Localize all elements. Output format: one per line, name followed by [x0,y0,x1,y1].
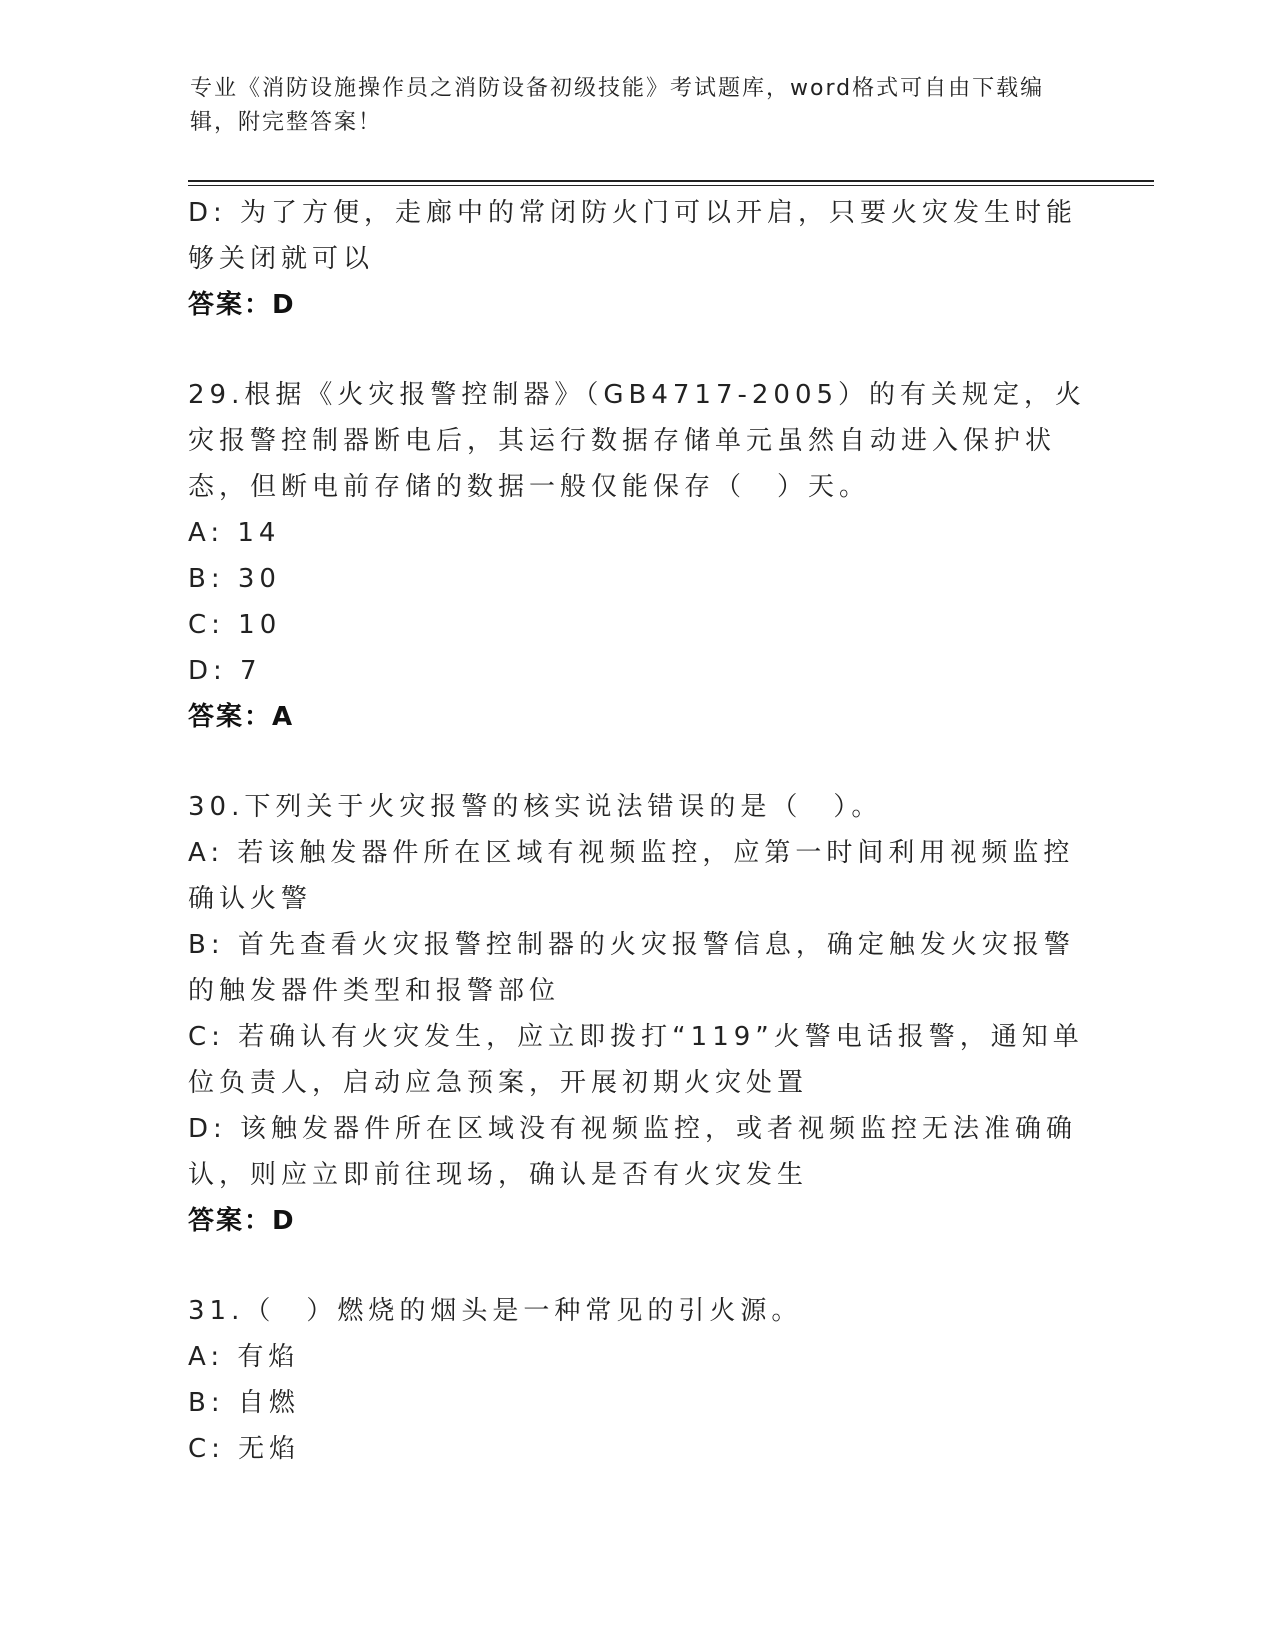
option-b: B: 自燃 [188,1388,300,1418]
question-31 [188,1288,1088,1472]
question-30 [188,784,1088,1244]
question-stem: 29.根据《火灾报警控制器》（GB4717-2005）的有关规定，火灾报警控制器断电后，其运行数据存储单元虽然自动进入保护状态，但断电前存储的数据一般仅能保存（ ）天。 [188,380,1087,502]
option-d: D: 该触发器件所在区域没有视频监控，或者视频监控无法准确确认，则应立即前往现场，确认是否有火灾发生 [188,1114,1078,1190]
answer-label: 答案：A [188,702,295,732]
question-stem: 31.（ ）燃烧的烟头是一种常见的引火源。 [188,1296,803,1326]
option-c: C: 10 [188,610,282,640]
header-divider-thick [188,180,1154,182]
question-29 [188,372,1088,740]
option-b: B: 首先查看火灾报警控制器的火灾报警信息，确定触发火灾报警的触发器件类型和报警部位 [188,930,1075,1006]
option-a: A: 14 [188,518,281,548]
question-stem: 30.下列关于火灾报警的核实说法错误的是（ ）。 [188,792,883,822]
option-b: B: 30 [188,564,281,594]
document-body [188,190,1088,1472]
previous-question-tail [188,190,1088,328]
option-c: C: 无焰 [188,1434,301,1464]
option-d: D: 7 [188,656,262,686]
option-d: D: 为了方便，走廊中的常闭防火门可以开启，只要火灾发生时能够关闭就可以 [188,198,1078,274]
option-a: A: 若该触发器件所在区域有视频监控，应第一时间利用视频监控确认火警 [188,838,1075,914]
answer-label: 答案：D [188,1206,296,1236]
page-header: 专业《消防设施操作员之消防设备初级技能》考试题库，word格式可自由下载编辑，附完整答案！ [190,76,1045,135]
header-divider-thin [188,185,1154,186]
answer-label: 答案：D [188,290,296,320]
option-c: C: 若确认有火灾发生，应立即拨打“119”火警电话报警，通知单位负责人，启动应急预案，开展初期火灾处置 [188,1022,1084,1098]
option-a: A: 有焰 [188,1342,300,1372]
